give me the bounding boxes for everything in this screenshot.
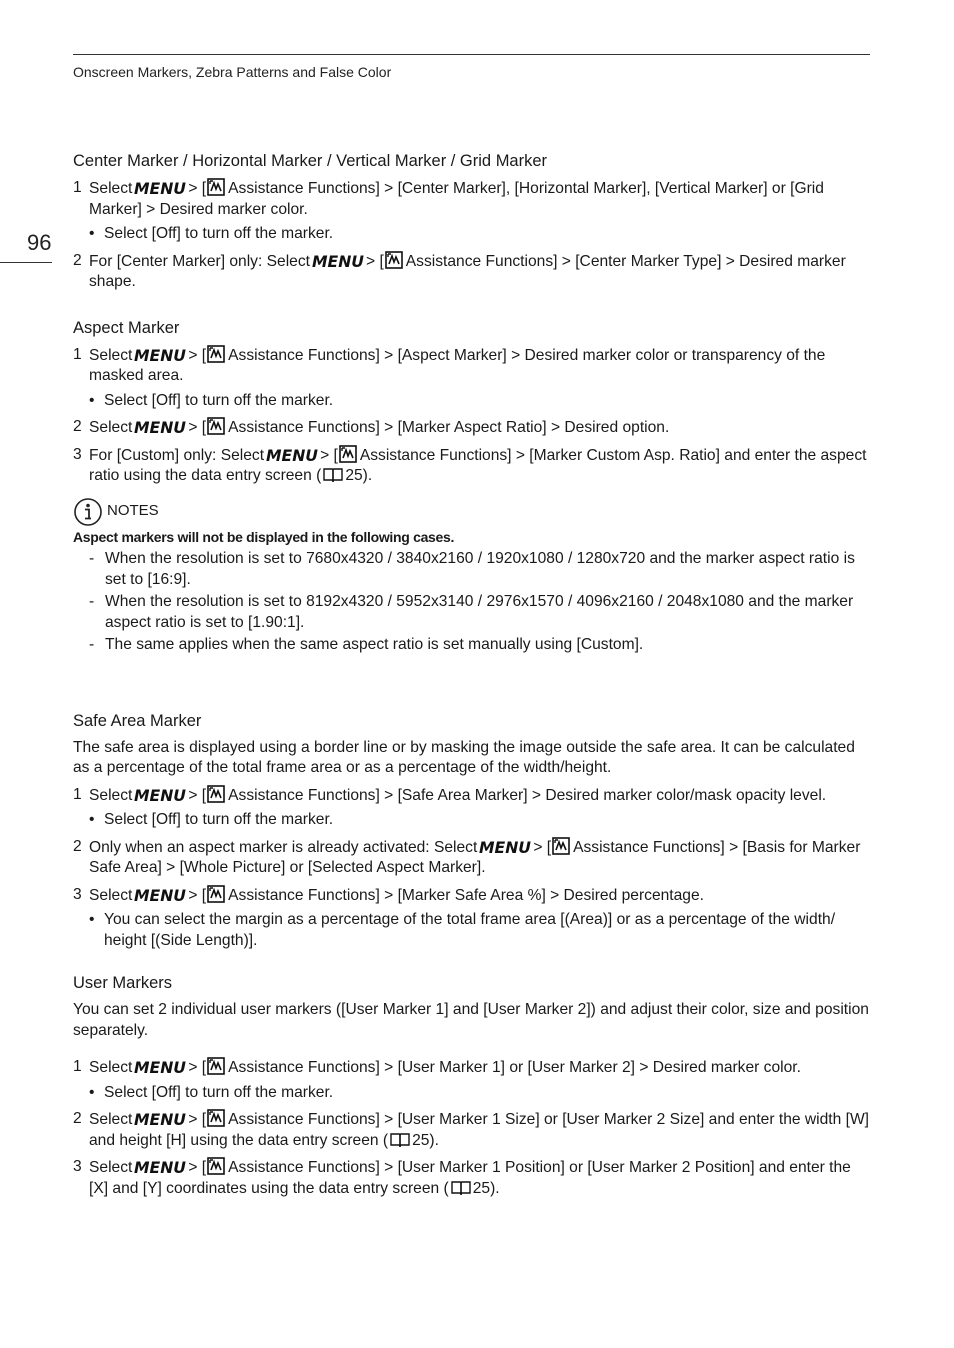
step-3 — [73, 445, 870, 487]
info-notes-icon — [73, 497, 103, 527]
menu-icon — [134, 1159, 186, 1175]
assistance-functions-icon — [339, 445, 357, 463]
step-text-c: Assistance Functions] > [Aspect Marker] > Desired marker color or transparency of the masked area. — [89, 346, 826, 384]
step-text-c: Assistance Functions] > [User Marker 1 Position] or [User Marker 2 Position] and enter the [X] and [Y] coordinates using the data entry screen ( — [89, 1159, 851, 1197]
menu-icon — [134, 180, 186, 196]
step-text-a: Select — [89, 419, 133, 436]
step-1 — [73, 345, 870, 387]
page-content — [73, 150, 870, 1199]
bullet-item — [73, 910, 870, 951]
assistance-functions-icon — [552, 837, 570, 855]
section-title-center-marker: Center Marker / Horizontal Marker / Vertical Marker / Grid Marker — [73, 152, 548, 170]
menu-icon — [134, 419, 186, 435]
step-text-a: Select — [89, 1059, 133, 1076]
step-text-c: Assistance Functions] > [Basis for Marker Safe Area] > [Whole Picture] or [Selected Aspect Marker]. — [89, 838, 861, 876]
bullet-text: Select [Off] to turn off the marker. — [104, 225, 334, 242]
step-1 — [73, 178, 870, 220]
section-title-safe-area-marker: Safe Area Marker — [73, 711, 202, 730]
step-text — [89, 885, 704, 907]
bullet-text: Select [Off] to turn off the marker. — [104, 391, 334, 409]
page-number: 96 — [27, 230, 52, 255]
step-number: 1 — [73, 345, 82, 363]
assistance-functions-icon — [207, 1057, 225, 1075]
menu-icon — [312, 253, 364, 269]
step-text-a: Select — [89, 180, 133, 197]
step-text-c: Assistance Functions] > [Center Marker], [Horizontal Marker], [Vertical Marker] or [Grid Marker] > Desired marker color. — [89, 180, 824, 218]
step-number: 2 — [73, 837, 82, 855]
step-text-a: Select — [89, 886, 133, 904]
book-reference-icon[interactable] — [390, 1132, 410, 1148]
step-2 — [73, 251, 870, 293]
bullet-dot-icon: • — [89, 1083, 95, 1101]
bullet-text: Select [Off] to turn off the marker. — [104, 811, 334, 828]
step-text-a: Only when an aspect marker is already activated: Select — [89, 838, 478, 856]
dash-marker: - — [89, 636, 95, 653]
menu-icon — [134, 1059, 186, 1075]
note-item — [73, 635, 870, 656]
bullet-item — [73, 810, 870, 831]
assistance-functions-icon — [207, 345, 225, 363]
menu-icon — [134, 887, 186, 903]
assistance-functions-icon — [207, 417, 225, 435]
bullet-text: Select [Off] to turn off the marker. — [104, 1083, 334, 1101]
bullet-item — [73, 1083, 870, 1104]
step-1 — [73, 785, 870, 807]
book-reference-icon[interactable] — [323, 467, 343, 483]
dash-marker: - — [89, 593, 95, 610]
step-1 — [73, 1057, 870, 1079]
step-number: 1 — [73, 1058, 82, 1075]
notes-label: NOTES — [107, 502, 159, 520]
step-3 — [73, 1157, 870, 1199]
note-item — [73, 592, 870, 633]
step-2 — [73, 1109, 870, 1151]
step-text-b: > [ — [188, 346, 207, 364]
step-text-b: > [ — [188, 1059, 207, 1076]
menu-icon — [134, 787, 186, 803]
step-number: 1 — [73, 179, 82, 196]
step-text — [89, 785, 826, 807]
book-reference-icon[interactable] — [451, 1180, 471, 1196]
note-text: When the resolution is set to 7680x4320 / 3840x2160 / 1920x1080 / 1280x720 and the marker aspect ratio is set to [16:9]. — [105, 550, 855, 588]
bullet-item — [73, 391, 870, 412]
note-text: When the resolution is set to 8192x4320 / 5952x3140 / 2976x1570 / 4096x2160 / 2048x1080 and the marker aspect ratio is set to [1.90:1]. — [105, 593, 854, 631]
step-text — [89, 178, 870, 220]
step-text — [89, 445, 870, 487]
step-text-a: Select — [89, 1159, 133, 1176]
step-text-b: > [ — [533, 838, 552, 856]
step-text-c: Assistance Functions] > [Safe Area Marker] > Desired marker color/mask opacity level. — [228, 786, 827, 804]
step-number: 3 — [73, 885, 82, 903]
step-text-a: Select — [89, 1111, 133, 1128]
page-reference-link[interactable]: 25). — [345, 467, 373, 484]
bullet-dot-icon: • — [89, 225, 95, 242]
note-text: The same applies when the same aspect ratio is set manually using [Custom]. — [105, 636, 644, 653]
step-text — [89, 1109, 870, 1151]
step-text-c: Assistance Functions] > [User Marker 1] or [User Marker 2] > Desired marker color. — [228, 1059, 801, 1076]
page-reference-link[interactable]: 25). — [472, 1179, 500, 1197]
menu-icon — [134, 347, 186, 363]
step-text-c: Assistance Functions] > [Center Marker Type] > Desired marker shape. — [89, 252, 846, 290]
bullet-dot-icon: • — [89, 911, 95, 928]
section-intro: You can set 2 individual user markers ([User Marker 1] and [User Marker 2]) and adjust their color, size and position separately. — [73, 1001, 869, 1039]
step-text-c: Assistance Functions] > [Marker Aspect Ratio] > Desired option. — [228, 419, 670, 436]
menu-icon — [134, 1111, 186, 1127]
step-number: 2 — [73, 251, 82, 269]
step-text-a: Select — [89, 346, 133, 364]
section-intro: The safe area is displayed using a border line or by masking the image outside the safe area. It can be calculated as a percentage of the total frame area or as a percentage of the width/height. — [73, 738, 855, 776]
step-number: 2 — [73, 1110, 82, 1127]
step-number: 3 — [73, 1158, 82, 1175]
assistance-functions-icon — [207, 885, 225, 903]
step-number: 3 — [73, 445, 82, 463]
step-text-c: Assistance Functions] > [Marker Safe Area %] > Desired percentage. — [228, 886, 704, 904]
step-text-a: Select — [89, 786, 133, 804]
assistance-functions-icon — [207, 178, 225, 196]
page-reference-link[interactable]: 25). — [412, 1131, 439, 1149]
section-title-user-markers: User Markers — [73, 974, 173, 992]
step-text — [89, 251, 870, 293]
step-2 — [73, 837, 870, 879]
step-text-b: > [ — [320, 446, 338, 464]
bullet-dot-icon: • — [89, 811, 95, 828]
bullet-item — [73, 224, 870, 245]
dash-marker: - — [89, 550, 95, 567]
step-text — [89, 417, 669, 439]
menu-icon — [479, 839, 531, 855]
note-item — [73, 549, 870, 590]
step-3 — [73, 885, 870, 907]
step-text-b: > [ — [188, 1159, 207, 1176]
step-number: 1 — [73, 785, 82, 803]
step-text-b: > [ — [188, 180, 207, 197]
assistance-functions-icon — [207, 1109, 225, 1127]
step-text-b: > [ — [366, 252, 384, 270]
step-text-c: Assistance Functions] > [User Marker 1 Size] or [User Marker 2 Size] and enter the width [W] and height [H] using the data entry screen ( — [89, 1111, 870, 1149]
bullet-dot-icon: • — [89, 391, 95, 409]
menu-icon — [266, 447, 318, 463]
section-title-aspect-marker: Aspect Marker — [73, 318, 180, 337]
step-text-b: > [ — [188, 1111, 207, 1128]
assistance-functions-icon — [385, 251, 403, 269]
notes-header — [73, 497, 870, 527]
page-number-rule — [0, 262, 52, 263]
step-text-a: For [Custom] only: Select — [89, 446, 265, 464]
step-text-b: > [ — [188, 786, 207, 804]
step-text-c: Assistance Functions] > [Marker Custom Asp. Ratio] and enter the aspect ratio using the data entry screen ( — [89, 446, 867, 484]
running-header: Onscreen Markers, Zebra Patterns and False Color — [73, 64, 392, 80]
step-text — [89, 345, 870, 387]
step-text — [89, 837, 870, 879]
step-2 — [73, 417, 870, 439]
header-rule — [73, 54, 870, 55]
step-number: 2 — [73, 418, 82, 435]
assistance-functions-icon — [207, 785, 225, 803]
step-text-b: > [ — [188, 419, 207, 436]
assistance-functions-icon — [207, 1157, 225, 1175]
step-text-b: > [ — [188, 886, 207, 904]
notes-title: Aspect markers will not be displayed in the following cases. — [73, 528, 455, 545]
bullet-text: You can select the margin as a percentage of the total frame area [(Area)] or as a percentage of the width/ height [(Side Length)]. — [104, 911, 836, 949]
step-text — [89, 1157, 870, 1199]
step-text-a: For [Center Marker] only: Select — [89, 252, 310, 270]
step-text — [89, 1057, 801, 1079]
